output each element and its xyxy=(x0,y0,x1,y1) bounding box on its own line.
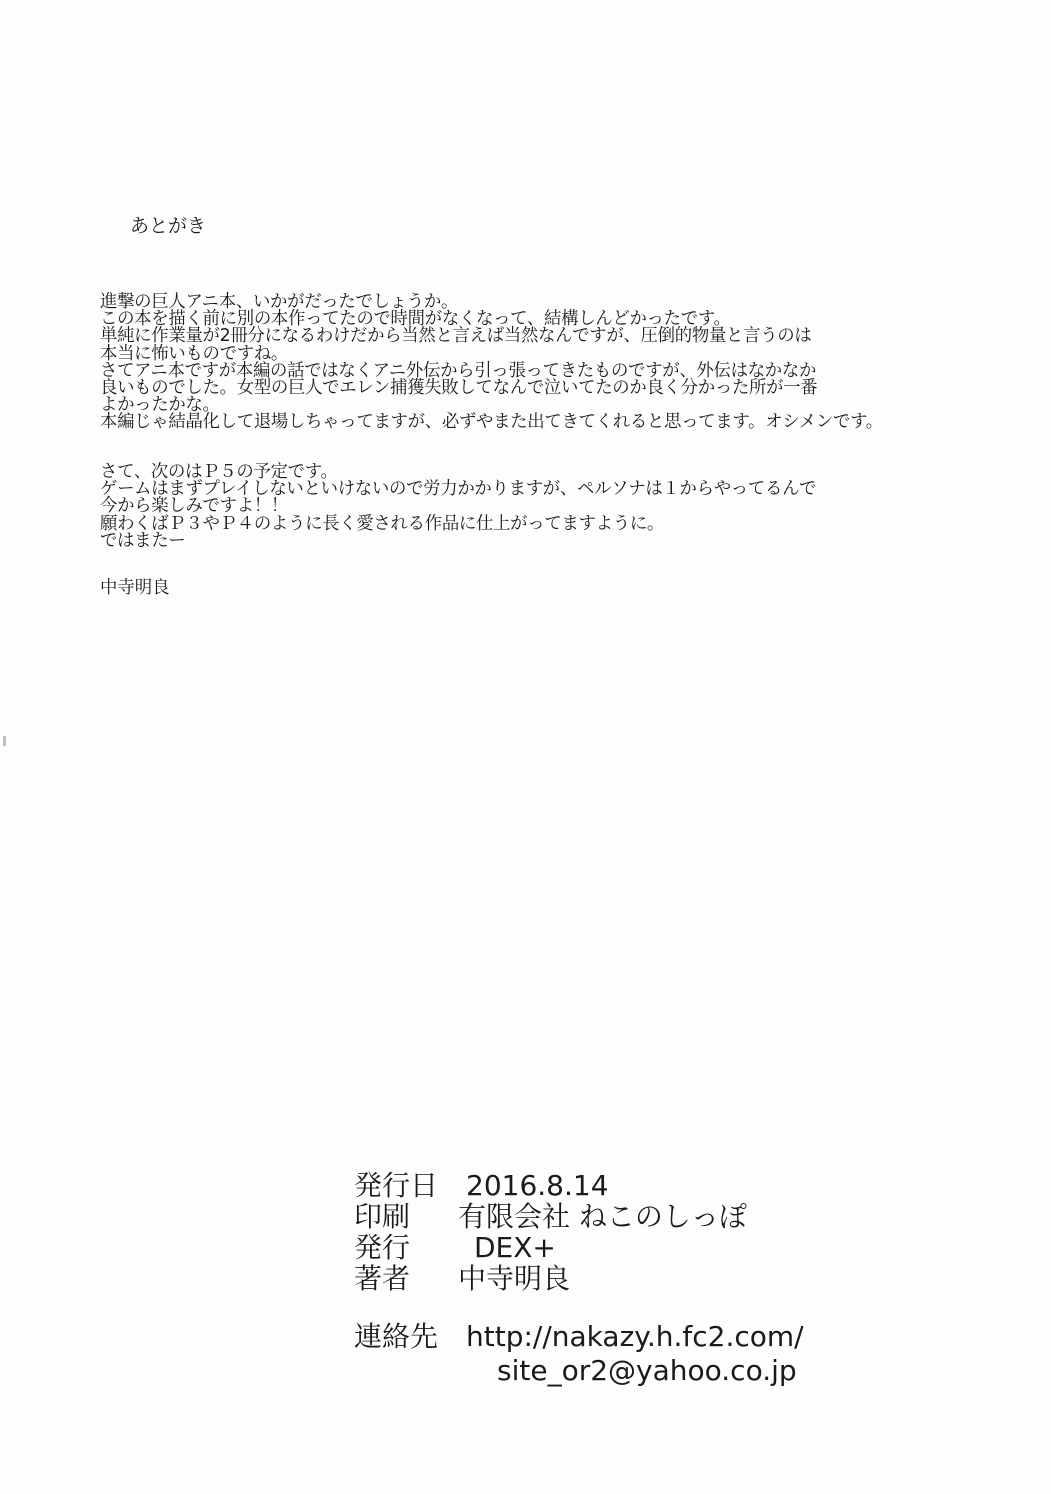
contact-email: site_or2@yahoo.co.jp xyxy=(497,1354,797,1387)
contact-url: http://nakazy.h.fc2.com/ xyxy=(466,1320,804,1353)
author-value: 中寺明良 xyxy=(458,1262,571,1295)
text-line: 進撃の巨人アニ本、いかがだったでしょうか。 xyxy=(100,292,459,312)
afterword-paragraph-2 xyxy=(100,464,816,550)
afterword-signature: 中寺明良 xyxy=(100,578,170,598)
publisher-value: DEX+ xyxy=(474,1231,556,1264)
printer-label: 印刷 xyxy=(354,1200,411,1233)
text-line: さて、次のはＰ５の予定です。 xyxy=(100,462,338,482)
date-value: 2016.8.14 xyxy=(466,1169,609,1202)
text-line: ゲームはまずプレイしないといけないので労力かかりますが、ペルソナは１からやってるんで xyxy=(100,479,817,500)
afterword-title: あとがき xyxy=(130,215,207,237)
text-line: 良いものでした。女型の巨人でエレン捕獲失敗してなんで泣いてたのか良く分かった所が一番 xyxy=(100,377,818,398)
contact-label: 連絡先 xyxy=(354,1320,439,1353)
text-line: 本当に怖いものですね。 xyxy=(100,343,288,364)
text-line: さてアニ本ですが本編の話ではなくアニ外伝から引っ張ってきたものですが、外伝はなかなか xyxy=(100,360,817,381)
date-label: 発行日 xyxy=(354,1169,439,1202)
scan-artifact-mark xyxy=(3,736,6,746)
text-line: ではまたー xyxy=(100,530,186,551)
afterword-paragraph-1 xyxy=(100,294,883,432)
text-line: 願わくばＰ３やＰ４のように長く愛される作品に仕上がってますように。 xyxy=(100,513,664,534)
text-line: この本を描く前に別の本作ってたので時間がなくなって、結構しんどかったです。 xyxy=(100,309,731,330)
publisher-label: 発行 xyxy=(354,1231,411,1264)
author-label: 著者 xyxy=(354,1262,411,1295)
text-line: よかったかな。 xyxy=(100,395,220,416)
text-line: 本編じゃ結晶化して退場しちゃってますが、必ずやまた出てきてくれると思ってます。オシメンです。 xyxy=(100,412,883,433)
text-line: 単純に作業量が2冊分になるわけだから当然と言えば当然なんですが、圧倒的物量と言うのは xyxy=(100,326,812,347)
printer-value: 有限会社 ねこのしっぽ xyxy=(458,1200,747,1233)
text-line: 今から楽しみですよ！！ xyxy=(100,496,288,517)
